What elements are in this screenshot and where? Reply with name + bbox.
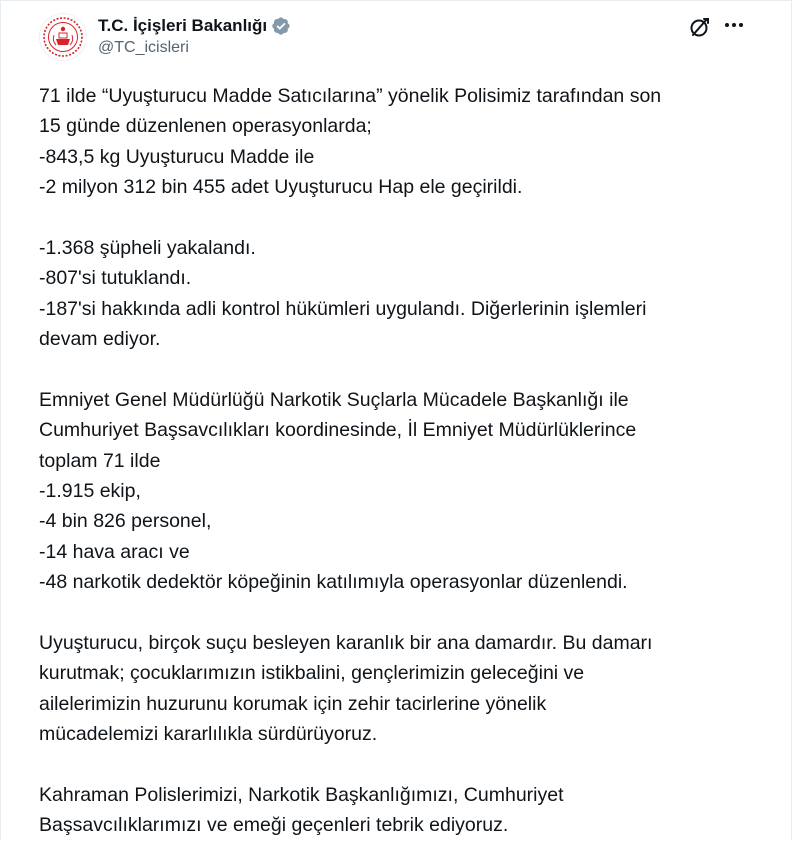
tweet-line: -2 milyon 312 bin 455 adet Uyuşturucu Hap ele geçirildi. (39, 176, 523, 199)
tweet-line: 15 günde düzenlenen operasyonlarda; (39, 115, 372, 138)
tweet-line: -48 narkotik dedektör köpeğinin katılımıyla operasyonlar düzenlendi. (39, 571, 628, 594)
paragraph-gap (39, 750, 749, 780)
tweet-line: devam ediyor. (39, 328, 161, 351)
tweet-line: Uyuşturucu, birçok suçu besleyen karanlık bir ana damardır. Bu damarı (39, 632, 653, 655)
tweet-line: -843,5 kg Uyuşturucu Madde ile (39, 145, 315, 168)
tweet-line: -14 hava aracı ve (39, 540, 190, 563)
tweet-line: -4 bin 826 personel, (39, 510, 212, 533)
author-name-row[interactable] (98, 15, 291, 37)
tweet-paragraph-4 (39, 628, 749, 750)
tweet-line: -1.915 ekip, (39, 480, 141, 503)
tweet-paragraph-5 (39, 780, 749, 841)
tweet-paragraph-1 (39, 81, 749, 203)
verified-badge-icon[interactable] (271, 16, 291, 36)
tweet-line: Kahraman Polislerimizi, Narkotik Başkanlığımızı, Cumhuriyet (39, 783, 564, 806)
tweet-line: ailelerimizin huzurunu korumak için zehir tacirlerine yönelik (39, 692, 547, 715)
grok-icon[interactable] (687, 14, 713, 40)
tweet-line: 71 ilde “Uyuşturucu Madde Satıcılarına” yönelik Polisimiz tarafından son (39, 85, 662, 107)
tweet-line: Emniyet Genel Müdürlüğü Narkotik Suçlarla Mücadele Başkanlığı ile (39, 388, 629, 411)
paragraph-gap (39, 355, 749, 385)
author-display-name[interactable]: T.C. İçişleri Bakanlığı (98, 16, 268, 35)
tweet-line: Cumhuriyet Başsavcılıkları koordinesinde, İl Emniyet Müdürlüklerince (39, 419, 637, 442)
paragraph-gap (39, 598, 749, 628)
tweet-line: Başsavcılıklarımızı ve emeği geçenleri tebrik ediyoruz. (39, 814, 509, 837)
avatar[interactable] (39, 13, 87, 61)
tweet-line: toplam 71 ilde (39, 449, 161, 472)
tweet-line: -1.368 şüpheli yakalandı. (39, 236, 256, 259)
paragraph-gap (39, 203, 749, 233)
tweet-paragraph-3 (39, 385, 749, 598)
tweet-line: mücadelemizi kararlılıkla sürdürüyoruz. (39, 723, 378, 746)
tweet-paragraph-2 (39, 233, 749, 355)
tweet-line: -807'si tutuklandı. (39, 267, 192, 290)
tweet-line: -187'si hakkında adli kontrol hükümleri uygulandı. Diğerlerinin işlemleri (39, 297, 647, 320)
tweet-line: kurutmak; çocuklarımızın istikbalini, gençlerimizin geleceğini ve (39, 662, 585, 685)
tweet-text (39, 81, 749, 841)
tweet-header (1, 1, 791, 73)
author-handle[interactable]: @TC_icisleri (98, 39, 189, 56)
more-icon[interactable] (721, 14, 747, 40)
ministry-emblem-icon (40, 14, 86, 60)
